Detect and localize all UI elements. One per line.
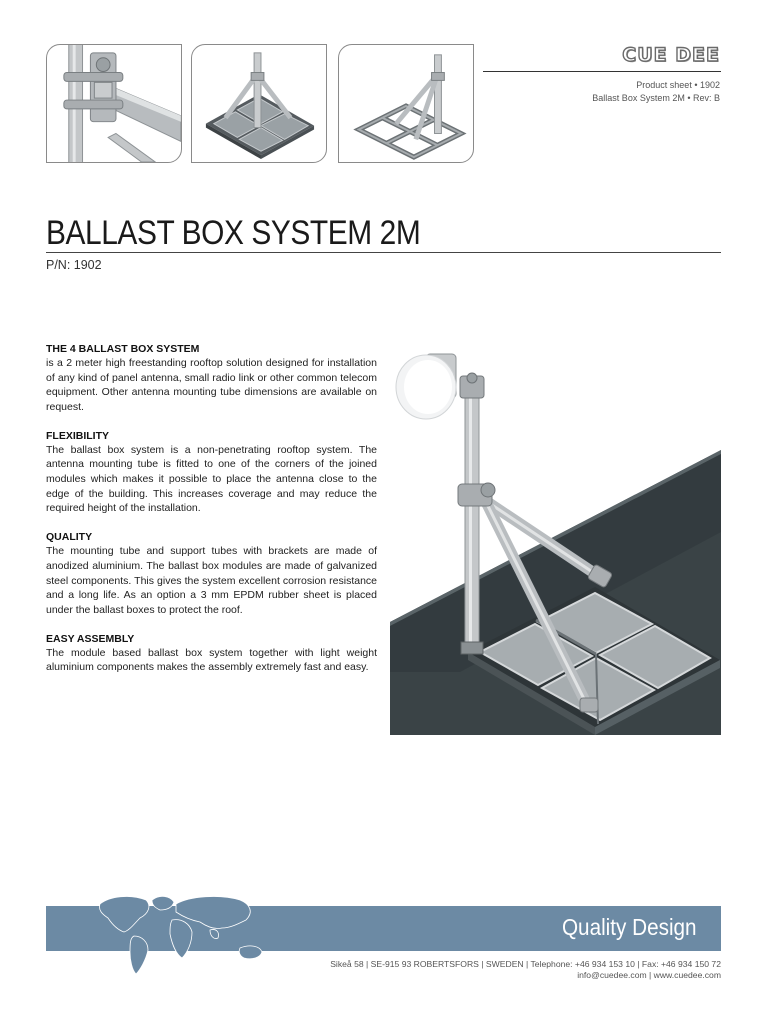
- footer-contact: [330, 959, 721, 981]
- header-rule: [483, 71, 721, 72]
- section-heading-quality: QUALITY: [46, 531, 93, 544]
- sheet-meta-line-2: Ballast Box System 2M • Rev: B: [592, 93, 720, 103]
- section-body-quality: The mounting tube and support tubes with brackets are made of anodized aluminium. The ballast box modules are made of galvanized steel components. This gives the system excellent corrosion resistance and a long life. As an option a 3 mm EPDM rubber sheet is placed under the ballast boxes to protect the roof.: [46, 545, 377, 616]
- sheet-meta-line-1: Product sheet • 1902: [636, 80, 720, 90]
- page-title: BALLAST BOX SYSTEM 2M: [46, 214, 421, 252]
- title-rule: [46, 252, 721, 253]
- bracket-detail-illustration: [47, 45, 181, 162]
- thumbnail-frame: [338, 44, 474, 163]
- section-body-assembly: The module based ballast box system together with light weight aluminium components makes the assembly extremely fast and easy.: [46, 646, 377, 674]
- section-body-system: is a 2 meter high freestanding rooftop solution designed for installation of any kind of panel antenna, small radio link or other common telecom equipment. Other antenna mounting tube dimensions are available on request.: [46, 357, 377, 413]
- thumbnail-bracket-detail: [46, 44, 182, 163]
- part-number: P/N: 1902: [46, 258, 102, 272]
- ballast-boxes-illustration: [192, 45, 326, 162]
- ballast-box-system-illustration: [390, 342, 721, 735]
- frame-illustration: [339, 45, 473, 162]
- footer-web-email: info@cuedee.com | www.cuedee.com: [577, 970, 721, 980]
- section-heading-assembly: EASY ASSEMBLY: [46, 632, 135, 645]
- product-render: [390, 342, 721, 735]
- sheet-meta: [592, 79, 720, 105]
- section-body-flexibility: The ballast box system is a non-penetrating rooftop system. The antenna mounting tube is fitted to one of the corners of the joined modules which makes it possible to place the antenna close to the edge of the building. This increases coverage and may reduce the required height of the installation.: [46, 443, 377, 515]
- banner-text: Quality Design: [562, 914, 697, 940]
- cue-dee-logo: CUE DEE: [622, 44, 720, 66]
- thumbnail-ballast-boxes: [191, 44, 327, 163]
- footer-address: Sikeå 58 | SE-915 93 ROBERTSFORS | SWEDEN | Telephone: +46 934 153 10 | Fax: +46 934 150 72: [330, 959, 721, 969]
- world-map-icon: [90, 890, 290, 976]
- section-heading-system: THE 4 BALLAST BOX SYSTEM: [46, 343, 200, 355]
- section-heading-flexibility: FLEXIBILITY: [46, 429, 109, 442]
- description-column: [46, 342, 377, 690]
